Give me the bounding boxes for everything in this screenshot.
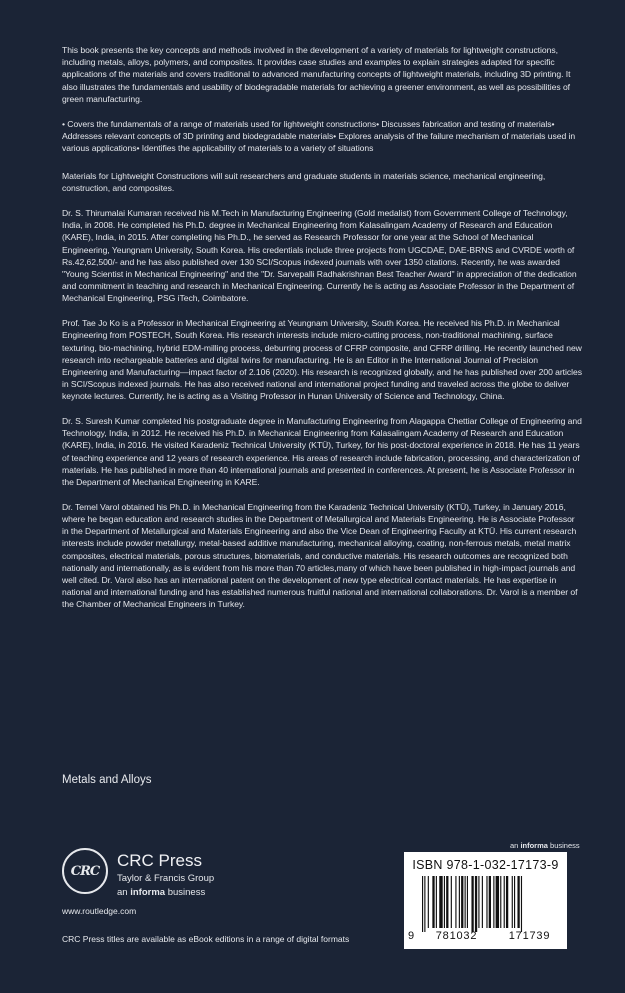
author-bio-ko: Prof. Tae Jo Ko is a Professor in Mechanical Engineering at Yeungnam University, South Korea. He received his Ph.D. in Mechanical Engineering from POSTECH, South Korea. His research interests include micro-cutting process, non-traditional machining, surface texturing, bio-machining, hybrid EDM-milling process, deburring process of CFRP composite, and CFRP drilling. He recently launched new research into rechargeable batteries and digital twins for manufacturing. He is an Editor in the International Journal of Precision Engineering and Manufacturing—impact factor of 2.106 (2020). His research is recognized globally, and he has published over 200 articles in SCI/Scopus indexed journals. He has also received national and international project funding and traveled across the globe to deliver keynote lectures. Currently, he is acting as a Visiting Professor in Hunan University of Science and Technology, China.: [62, 318, 582, 402]
barcode-stripe: [444, 876, 445, 928]
barcode-stripe: [504, 876, 505, 928]
author-bio-suresh-kumar: Dr. S. Suresh Kumar completed his postgraduate degree in Manufacturing Engineering from Alagappa Chettiar College of Engineering and Technology, India, in 2012. He received his Ph.D. in Mechanical Engineering from Kalasalingam Academy of Research and Education (KARE), India, in 2016. He visited Karadeniz Technical University (KTÜ), Turkey, for his post-doctoral experience in 2018. He has 11 years of teaching experience and 12 years of research experience. His areas of research include fabrication, processing, and characterization of materials. He has published in more than 40 international journals and presented in conferences. At present, he is Associate Professor in the Department of Mechanical Engineering in KARE.: [62, 416, 582, 488]
barcode-stripe: [459, 876, 460, 928]
publisher-group: Taylor & Francis Group: [117, 873, 215, 884]
author-bio-kumaran: Dr. S. Thirumalai Kumaran received his M.Tech in Manufacturing Engineering (Gold medalist) from Government College of Technology, India, in 2008. He completed his Ph.D. degree in Mechanical Engineering from Kalasalingam Academy of Research and Education (KARE), India, in 2015. After completing his Ph.D., he served as Research Professor for one year at the School of Mechanical Engineering, Yeungnam University, South Korea. His credentials include three projects from UGCDAE, DAE-BRNS and CVRDE worth of Rs.42,62,500/- and he has also published over 130 SCI/Scopus indexed journals with over 1350 citations. Recently, he was awarded "Young Scientist in Mechanical Engineering" and the "Dr. Sarvepalli Radhakrishnan Best Teacher Award" in appreciation of the dedication and commitment in teaching and research in Mechanical Engineering. Currently he is acting as Associate Professor in the Department of Mechanical Engineering, PSG iTech, Coimbatore.: [62, 208, 577, 304]
barcode-bars: [422, 876, 562, 932]
description-paragraph: This book presents the key concepts and methods involved in the development of a variety of materials for lightweight constructions, including metals, alloys, polymers, and composites. It provides case studies and examples to explain strategies adapted for specific applications of the materials and covers traditional to advanced manufacturing concepts of lightweight materials, including 3D printing. It also illustrates the fundamentals and usability of biodegradable materials for achieving a greener environment, as well as possibilities of green manufacturing.: [62, 45, 571, 104]
barcode-stripe: [424, 876, 425, 932]
publisher-informa-line: an informa business: [117, 887, 206, 898]
audience-paragraph: Materials for Lightweight Constructions will suit researchers and graduate students in materials science, mechanical engineering, construction, and composites.: [62, 171, 546, 194]
barcode-stripe: [514, 876, 515, 928]
barcode-stripe: [489, 876, 491, 928]
publisher-url: www.routledge.com: [62, 906, 137, 916]
barcode-stripe: [439, 876, 442, 928]
isbn-label: ISBN 978-1-032-17173-9: [412, 858, 559, 872]
barcode-stripe: [432, 876, 434, 928]
barcode-stripe: [521, 876, 522, 932]
author-bio-varol: Dr. Temel Varol obtained his Ph.D. in Mechanical Engineering from the Karadeniz Technical University (KTÜ), Turkey, in January 2016, where he began education and research studies in the Department of Metallurgical and Materials Engineering. He is Associate Professor in the Department of Metallurgical and Materials Engineering and also the Vice Dean of Engineering Faculty at KTÜ. His current research interests include powder metallurgy, metal-based additive manufacturing, mechanical alloying, coating, non-ferrous metals, metal matrix composites, electrical materials, porous structures, biomaterials, and conductive materials. His research outcomes are recognized both nationally and internationally, as is evident from his more than 70 articles,many of which have been published in high-impact journals and well cited. Dr. Varol also has an international patent on the development of new type electrical contact materials. He has expertise in national and international funding and has established numerous fruitful national and international collaborations. Dr. Varol is a member of the Chamber of Mechanical Engineers in Turkey.: [62, 501, 578, 610]
barcode-stripe: [493, 876, 494, 928]
barcode-stripe: [436, 876, 437, 928]
barcode-stripe: [512, 876, 513, 928]
barcode-stripe: [506, 876, 508, 928]
barcode-stripe: [500, 876, 501, 928]
feature-bullets: • Covers the fundamentals of a range of materials used for lightweight constructions• Discusses fabrication and testing of materials• Addresses relevant concepts of 3D printing and biodegradable materials• Explores analysis of the failure mechanism of materials used in various applications• Identifies the applicability of materials to a variety of situations: [62, 118, 576, 153]
barcode-stripe: [482, 876, 483, 928]
barcode-stripe: [428, 876, 429, 928]
barcode-stripe: [455, 876, 456, 928]
back-cover-text: [62, 44, 582, 623]
barcode-stripe: [465, 876, 466, 928]
barcode-stripe: [517, 876, 519, 928]
isbn-barcode: [404, 852, 567, 949]
informa-business-tagline: an informa business: [510, 841, 580, 850]
barcode-digit-group-1: 781032: [435, 930, 478, 942]
barcode-stripe: [475, 876, 477, 932]
ebook-note: CRC Press titles are available as eBook editions in a range of digital formats: [62, 934, 350, 944]
barcode-stripe: [446, 876, 448, 928]
series-label: Metals and Alloys: [62, 774, 152, 786]
barcode-stripe: [496, 876, 499, 928]
barcode-stripe: [422, 876, 423, 932]
barcode-stripe: [471, 876, 473, 932]
barcode-digits: [408, 930, 566, 942]
barcode-stripe: [451, 876, 452, 928]
barcode-stripe: [478, 876, 479, 928]
barcode-stripe: [467, 876, 468, 928]
barcode-digit-first: 9: [408, 930, 415, 942]
publisher-name: CRC Press: [117, 851, 203, 870]
barcode-digit-group-2: 171739: [508, 930, 551, 942]
barcode-stripe: [461, 876, 463, 928]
barcode-stripe: [486, 876, 487, 928]
crc-logo-icon: CRC: [62, 848, 108, 894]
